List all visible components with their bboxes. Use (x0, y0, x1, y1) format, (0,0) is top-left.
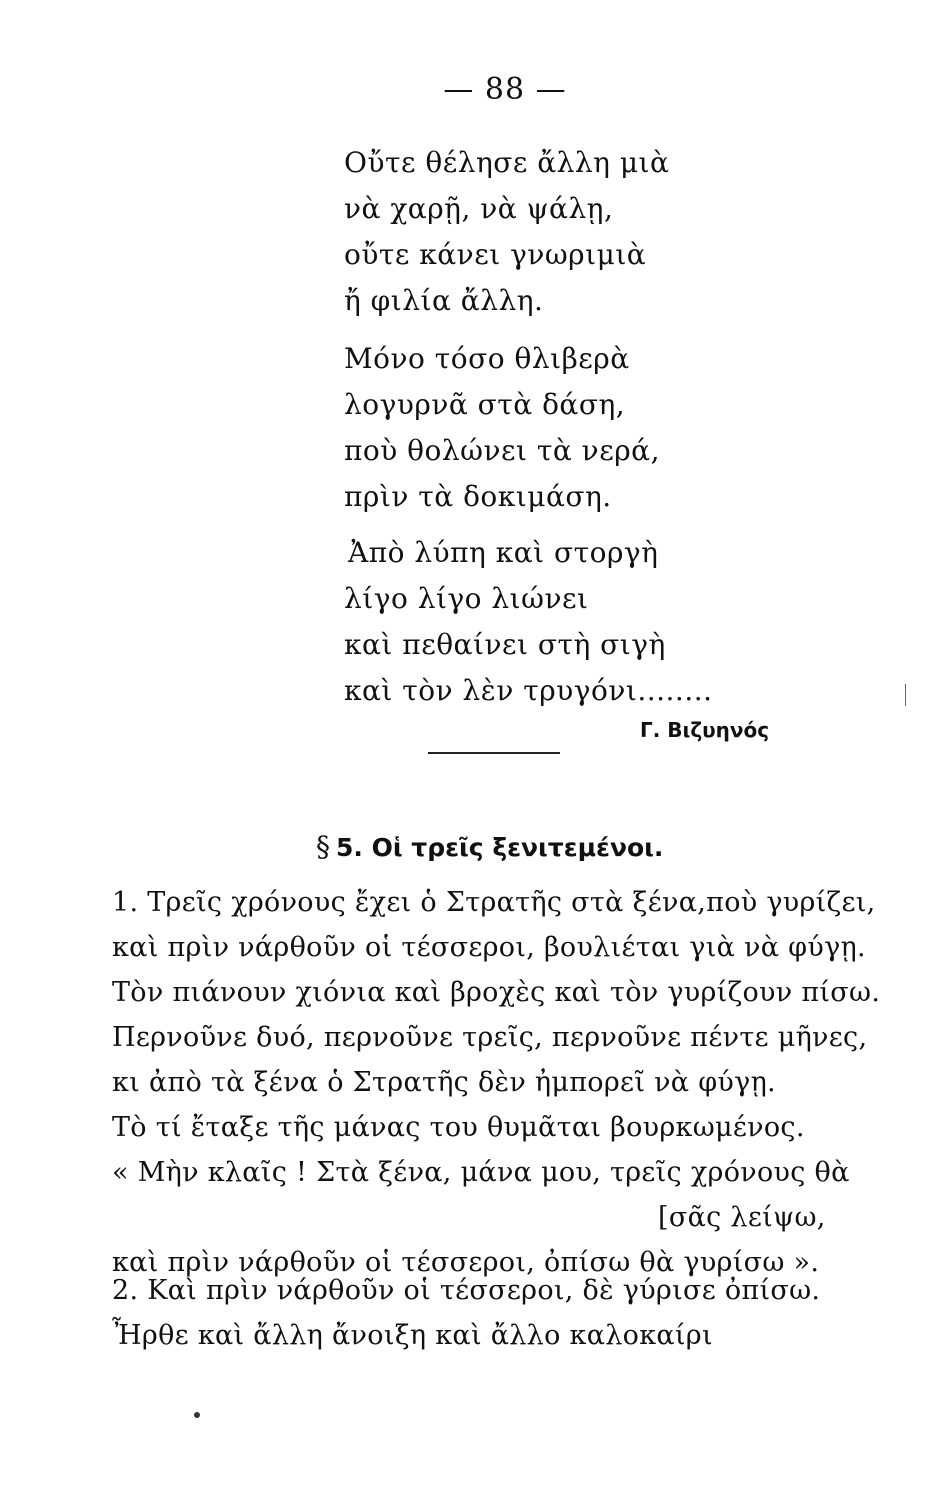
margin-mark (905, 684, 906, 706)
text-line: Τὸν πιάνουν χιόνια καὶ βροχὲς καὶ τὸν γυρίζουν πίσω. (112, 977, 881, 1008)
section-title: 5. Οἱ τρεῖς ξενιτεμένοι. (336, 833, 664, 862)
poem-line: Οὔτε θέλησε ἄλλη μιὰ (344, 146, 670, 179)
section-divider (428, 752, 560, 754)
poem-line: Μόνο τόσο θλιβερὰ (344, 342, 630, 375)
text-line: καὶ πρὶν νάρθοῦν οἱ τέσσεροι, βουλιέται γιὰ νὰ φύγῃ. (112, 932, 866, 963)
poem-line: οὔτε κάνει γνωριμιὰ (344, 238, 647, 271)
poem-stanza-2 (344, 336, 824, 520)
ink-blot (194, 1412, 200, 1418)
poem-line: Ἀπὸ λύπη καὶ στοργὴ (348, 536, 659, 569)
poem-stanza-1 (344, 140, 824, 324)
poem-line: ἤ φιλία ἄλλη. (344, 284, 544, 317)
poem-line: ποὺ θολώνει τὰ νερά, (344, 434, 660, 467)
text-line: Περνοῦνε δυό, περνοῦνε τρεῖς, περνοῦνε πέντε μῆνες, (112, 1022, 868, 1053)
page-number: — 88 — (443, 72, 567, 107)
text-line: Ἦρθε καὶ ἄλλη ἄνοιξη καὶ ἄλλο καλοκαίρι (112, 1320, 713, 1351)
poem-author: Γ. Βιζυηνός (640, 718, 770, 742)
poem-stanza-3 (344, 530, 824, 714)
section-heading (316, 830, 876, 863)
paragraph-2 (112, 1268, 872, 1358)
poem-line: λίγο λίγο λιώνει (344, 582, 589, 615)
section-sign: § (316, 830, 330, 863)
poem-line: λογυρνᾶ στὰ δάση, (344, 388, 626, 421)
text-line: « Μὴν κλαῖς ! Στὰ ξένα, μάνα μου, τρεῖς χρόνους θὰ (112, 1157, 850, 1188)
text-line: 2. Καὶ πρὶν νάρθοῦν οἱ τέσσεροι, δὲ γύρισε ὀπίσω. (112, 1275, 821, 1306)
poem-line: πρὶν τὰ δοκιμάση. (344, 480, 612, 513)
paragraph-1 (112, 880, 881, 1285)
text-line-continuation: [σᾶς λείψω, (658, 1202, 826, 1233)
text-line: καὶ πρὶν νάρθοῦν οἱ τέσσεροι, ὀπίσω θὰ γυρίσω ». (112, 1247, 820, 1278)
poem-line: καὶ πεθαίνει στὴ σιγὴ (344, 628, 666, 661)
text-line: 1. Τρεῖς χρόνους ἔχει ὁ Στρατῆς στὰ ξένα,ποὺ γυρίζει, (112, 887, 876, 918)
poem-line: νὰ χαρῇ, νὰ ψάλῃ, (344, 192, 614, 225)
text-line: Τὸ τί ἔταξε τῆς μάνας του θυμᾶται βουρκωμένος. (112, 1112, 805, 1143)
poem-line: καὶ τὸν λὲν τρυγόνι........ (344, 674, 713, 707)
text-line: κι ἀπὸ τὰ ξένα ὁ Στρατῆς δὲν ἠμπορεῖ νὰ φύγῃ. (112, 1067, 776, 1098)
